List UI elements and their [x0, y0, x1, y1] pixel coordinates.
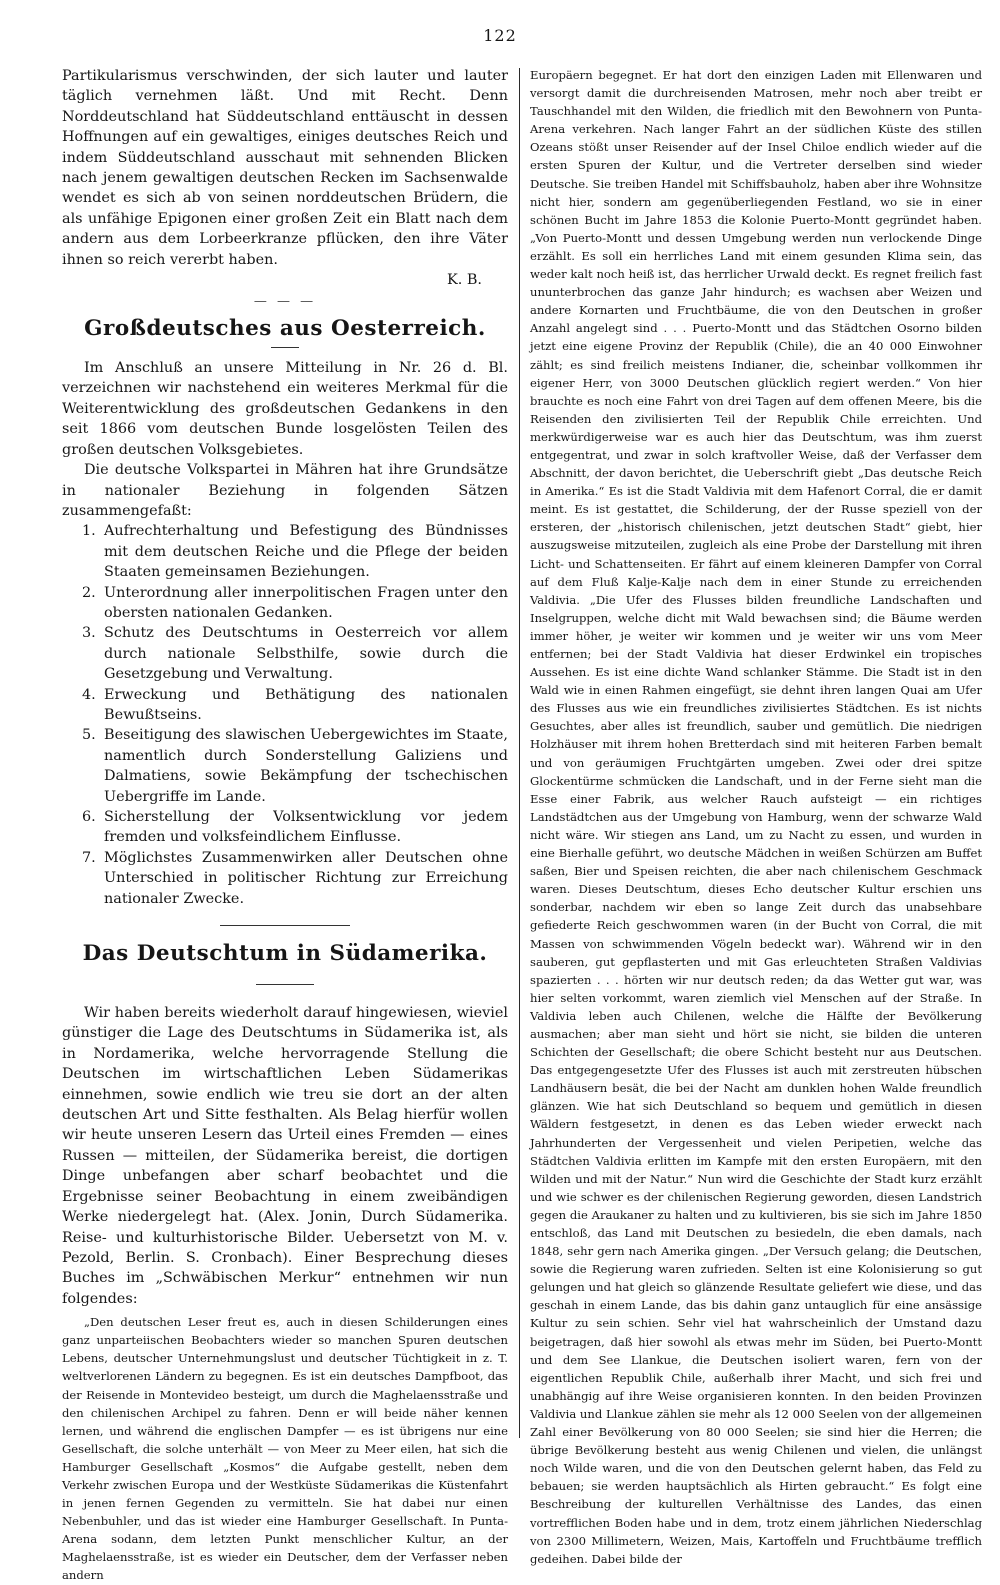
section-divider	[220, 925, 350, 926]
list-item-number: 2.	[82, 584, 96, 601]
intro-paragraph: Partikularismus verschwinden, der sich lauter und lauter täglich vernehmen läßt. Und mit Recht. Denn Norddeutschland hat Süddeutschland enttäuscht in dessen Hoffnungen auf ein gewaltiges, einiges deutsches Reich und indem Süddeutschland ausschaut mit sehnenden Blicken nach jenem gewaltigen deutschen Recken im Sachsenwalde wendet es sich ab von seinen norddeutschen Brüdern, die als unfähige Epigonen einer großen Zeit ein Blatt nach dem andern aus dem Lorbeerkranze pflücken, den ihre Väter ihnen so reich vererbt haben.	[62, 68, 508, 268]
section2-paragraph-1: Wir haben bereits wiederholt darauf hingewiesen, wieviel günstiger die Lage des Deutschtums in Südamerika ist, als in Nordamerika, welche hervorragende Stellung die Deutschen im wirtschaftlichen Leben Südamerikas einnehmen, sowie endlich wie treu sie dort an der alten deutschen Art und Sitte festhalten. Als Belag hierfür wollen wir heute unseren Lesern das Urteil eines Fremden — eines Russen — mitteilen, der Südamerika bereist, die dortigen Dinge unbefangen aber scharf beobachtet und die Ergebnisse seiner Beobachtung in einem zweibändigen Werke niedergelegt hat. (Alex. Jonin, Durch Südamerika. Reise- und kulturhistorische Bilder. Uebersetzt von M. v. Pezold, Berlin. S. Cronbach). Einer Besprechung dieses Buches im „Schwäbischen Merkur“ entnehmen wir nun folgendes:	[62, 1005, 508, 1307]
column-divider	[519, 68, 520, 1438]
list-item	[62, 725, 508, 807]
list-item-text: Möglichstes Zusammenwirken aller Deutschen ohne Unterschied in politischer Richtung zur Erreichung nationaler Zwecke.	[104, 849, 508, 907]
list-item	[62, 623, 508, 684]
title-underline	[271, 347, 299, 348]
list-item	[62, 807, 508, 848]
list-item-text: Schutz des Deutschtums in Oesterreich vor allem durch nationale Selbsthilfe, sowie durch die Gesetzgebung und Verwaltung.	[104, 625, 508, 683]
separator-dashes: — — —	[253, 294, 317, 310]
section1-paragraph-2: Die deutsche Volkspartei in Mähren hat ihre Grundsätze in nationaler Beziehung in folgenden Sätzen zusammengefaßt:	[62, 462, 508, 519]
list-item-number: 3.	[82, 625, 96, 642]
list-item-number: 1.	[82, 523, 96, 540]
list-item	[62, 848, 508, 909]
list-item-text: Beseitigung des slawischen Uebergewichtes im Staate, namentlich durch Sonderstellung Galiziens und Dalmatiens, sowie Bekämpfung der tschechischen Uebergriffe im Lande.	[104, 727, 508, 805]
right-column-text: Europäern begegnet. Er hat dort den einzigen Laden mit Ellenwaren und versorgt damit die durchreisenden Matrosen, mehr noch aber treibt er Tauschhandel mit den Wilden, die friedlich mit den Bewohnern von Punta-Arena verkehren. Nach langer Fahrt an der südlichen Küste des stillen Ozeans stößt unser Reisender auf der Insel Chiloe endlich wieder auf die ersten Spuren der Kultur, und die Vertreter derselben sind wieder Deutsche. Sie treiben Handel mit Schiffsbauholz, haben aber ihre Wohnsitze nicht hier, sondern am gegenüberliegenden Festland, wo sie in einer schönen Bucht im Jahre 1853 die Kolonie Puerto-Montt gegründet haben. „Von Puerto-Montt und dessen Umgebung werden nun verlockende Dinge erzählt. Es soll ein herrliches Land mit einem gesunden Klima sein, das weder kalt noch heiß ist, das herrlicher Urwald deckt. Es regnet freilich fast ununterbrochen das ganze Jahr hindurch; es wachsen aber Weizen und andere Kornarten und Fruchtbäume, die von den Deutschen in großer Anzahl angelegt sind . . . Puerto-Montt und das Städtchen Osorno bilden jetzt eine eigene Provinz der Republik (Chile), die an 40 000 Einwohner zählt; es sind freilich meistens Indianer, die, scheinbar vollkommen ihr eigener Herr, von 3000 Deutschen glücklich regiert werden.“ Von hier brauchte es noch eine Fahrt von drei Tagen auf dem offenen Meere, bis die Reisenden den zivilisierten Teil der Republik Chile erreichten. Und merkwürdigerweise war es auch hier das Deutschtum, was ihm zuerst entgegentrat, und zwar in solch kraftvoller Weise, daß der Verfasser dem Abschnitt, der davon berichtet, die Ueberschrift giebt „Das deutsche Reich in Amerika.“ Es ist die Stadt Valdivia mit dem Hafenort Corral, die er damit meint. Es ist gestattet, die Schilderung, der der Russe speziell von der ersteren, der „historisch chilenischen, jetzt deutschen Stadt“ giebt, hier auszugsweise mitzuteilen, zugleich als eine Probe der Darstellung mit ihren Licht- und Schattenseiten. Er fährt auf einem kleineren Dampfer von Corral auf dem Fluß Kalje-Kalje nach dem in einer Stunde zu erreichenden Valdivia. „Die Ufer des Flusses bilden freundliche Landschaften und Inselgruppen, welche dicht mit Wald bewachsen sind; die Bäume werden immer höher, je weiter wir kommen und je weiter wir uns vom Meer entfernen; bei der Stadt Valdivia hat dieser Erdwinkel ein tropisches Aussehen. Es ist eine dichte Wand schlanker Stämme. Die Stadt ist in den Wald wie in einen Rahmen eingefügt, sie dehnt ihren langen Quai am Ufer des Flusses aus wie ein freundliches zivilisiertes Städtchen. Es ist nichts Gesuchtes, aber alles ist freundlich, sauber und gemütlich. Die niedrigen Holzhäuser mit ihrem hohen Bretterdach sind mit heiteren Farben bemalt und von geräumigen Fruchtgärten umgeben. Zwei oder drei spitze Glockentürme schmücken die Landschaft, und in der Ferne sieht man die Esse einer Fabrik, aus welcher Rauch aufsteigt — ein richtiges Landstädtchen aus der Umgebung von Hamburg, wenn der schwarze Wald nicht wäre. Wir stiegen ans Land, um zu Nacht zu essen, und wurden in eine Bierhalle geführt, wo deutsche Mädchen in weißen Schürzen am Buffet saßen, Bier und Speisen reichten, die aber nach chilenischem Geschmack waren. Dieses Deutschtum, dieses Echo deutscher Kultur erschien uns sonderbar, nachdem wir eben so lange Zeit durch das unabsehbare gefiederte Reich geschwommen waren (in der Bucht von Corral, die mit Massen von schwimmenden Vögeln bedeckt war). Während wir in den sauberen, gut gepflasterten und mit Gas erleuchteten Straßen Valdivias spazierten . . . hörten wir nur deutsch reden; da das Wetter gut war, was hier selten vorkommt, waren ziemlich viel Menschen auf der Straße. In Valdivia leben auch Chilenen, welche die Hälfte der Bevölkerung ausmachen; aber man sieht und hört sie nicht, sie bilden die unteren Schichten der Gesellschaft; die obere Schicht besteht nur aus Deutschen. Das entgegengesetzte Ufer des Flusses ist auch mit zerstreuten hübschen Landhäusern besät, die bei der Nacht am dunklen hohen Walde freundlich glänzen. Wie hat sich Deutschland so bequem und gemütlich in diesen Wäldern festgesetzt, in denen es das Leben wieder erweckt nach Jahrhunderten der Vergessenheit und vielen Peripetien, welche das Städtchen Valdivia erlitten im Kampfe mit den ersten Europäern, mit den Wilden und mit der Natur.“ Nun wird die Geschichte der Stadt kurz erzählt und wie schwer es der chilenischen Regierung geworden, diesen Landstrich gegen die Araukaner zu halten und zu kultivieren, bis sie sich im Jahre 1850 entschloß, das Land mit Deutschen zu besiedeln, die eben damals, nach 1848, sehr gern nach Amerika gingen. „Der Versuch gelang; die Deutschen, sowie die Regierung waren zufrieden. Selten ist eine Kolonisierung so gut gelungen und hat gleich so glänzende Resultate geliefert wie diese, und das geschah in einem Lande, das bis dahin ganz untauglich für eine ansässige Kultur zu sein schien. Sehr viel hat wahrscheinlich der Umstand dazu beigetragen, daß hier sowohl als etwas mehr im Süden, bei Puerto-Montt und dem See Llankue, die Deutschen isoliert waren, fern von der eigentlichen Republik Chile, außerhalb ihrer Macht, und sich frei und unabhängig auf ihre Weise organisieren konnten. In den beiden Provinzen Valdivia und Llankue zählen sie mehr als 12 000 Seelen von der allgemeinen Zahl einer Bevölkerung von 80 000 Seelen; sie sind hier die Herren; die übrige Bevölkerung besteht aus wenig Chilenen und vielen, die unlängst noch Wilde waren, und die von den Deutschen gelernt haben, das Feld zu bebauen; sie werden hauptsächlich als Hirten gebraucht.“ Es folgt eine Beschreibung der kulturellen Verhältnisse des Landes, das einen vortrefflichen Boden habe und in dem, trotz einem jährlichen Niederschlag von 2300 Millimetern, Weizen, Mais, Kartoffeln und Fruchtbäume trefflich gedeihen. Dabei bilde der	[530, 68, 982, 1566]
title-underline	[256, 984, 314, 985]
list-item-text: Aufrechterhaltung und Befestigung des Bündnisses mit dem deutschen Reiche und die Pflege der beiden Staaten gemeinsamen Beziehungen.	[104, 523, 508, 581]
list-item	[62, 521, 508, 582]
list-item-text: Unterordnung aller innerpolitischen Fragen unter den obersten nationalen Gedanken.	[104, 584, 508, 621]
section-title-grossdeutsches: Großdeutsches aus Oesterreich.	[84, 316, 486, 342]
list-item	[62, 583, 508, 624]
list-item-number: 7.	[82, 849, 96, 866]
list-item	[62, 685, 508, 726]
list-item-number: 4.	[82, 686, 96, 703]
list-item-text: Erweckung und Bethätigung des nationalen Bewußtseins.	[104, 686, 508, 723]
section1-paragraph-1: Im Anschluß an unsere Mitteilung in Nr. 26 d. Bl. verzeichnen wir nachstehend ein weiteres Merkmal für die Weiterentwicklung des großdeutschen Gedankens in den seit 1866 vom deutschen Bunde losgelösten Teilen des großen deutschen Volksgebietes.	[62, 360, 508, 458]
section-title-suedamerika: Das Deutschtum in Südamerika.	[82, 941, 488, 967]
list-item-number: 6.	[82, 809, 96, 825]
list-item-text: Sicherstellung der Volksentwicklung vor jedem fremden und volksfeindlichem Einflusse.	[104, 809, 508, 846]
right-column	[530, 66, 982, 1568]
left-column	[62, 66, 508, 1585]
section2-quote: „Den deutschen Leser freut es, auch in diesen Schilderungen eines ganz unparteiischen Beobachters wieder so manchen Spuren deutschen Lebens, deutscher Unternehmungslust und deutscher Tüchtigkeit in z. T. weltverlorenen Ländern zu begegnen. Es ist ein deutsches Dampfboot, das der Reisende in Montevideo besteigt, um durch die Maghelaensstraße und den chilenischen Archipel zu fahren. Denn er will beide näher kennen lernen, und während die englischen Dampfer — es ist übrigens nur eine Gesellschaft, die solche unterhält — von Meer zu Meer eilen, hat sich die Hamburger Gesellschaft „Kosmos“ die Aufgabe gestellt, neben dem Verkehr zwischen Europa und der Westküste Südamerikas die Küstenfahrt in jenen fernen Gegenden zu vermitteln. Sie hat dabei nur einen Nebenbuhler, und das ist wieder eine Hamburger Gesellschaft. In Punta-Arena sodann, dem letzten Punkt menschlicher Kultur, an der Maghelaensstraße, ist es wieder ein Deutscher, dem der Verfasser neben andern	[62, 1315, 508, 1583]
page-number: 122	[483, 26, 517, 45]
author-signature: K. B.	[446, 272, 482, 289]
list-item-number: 5.	[82, 727, 96, 744]
principles-list	[62, 521, 508, 909]
